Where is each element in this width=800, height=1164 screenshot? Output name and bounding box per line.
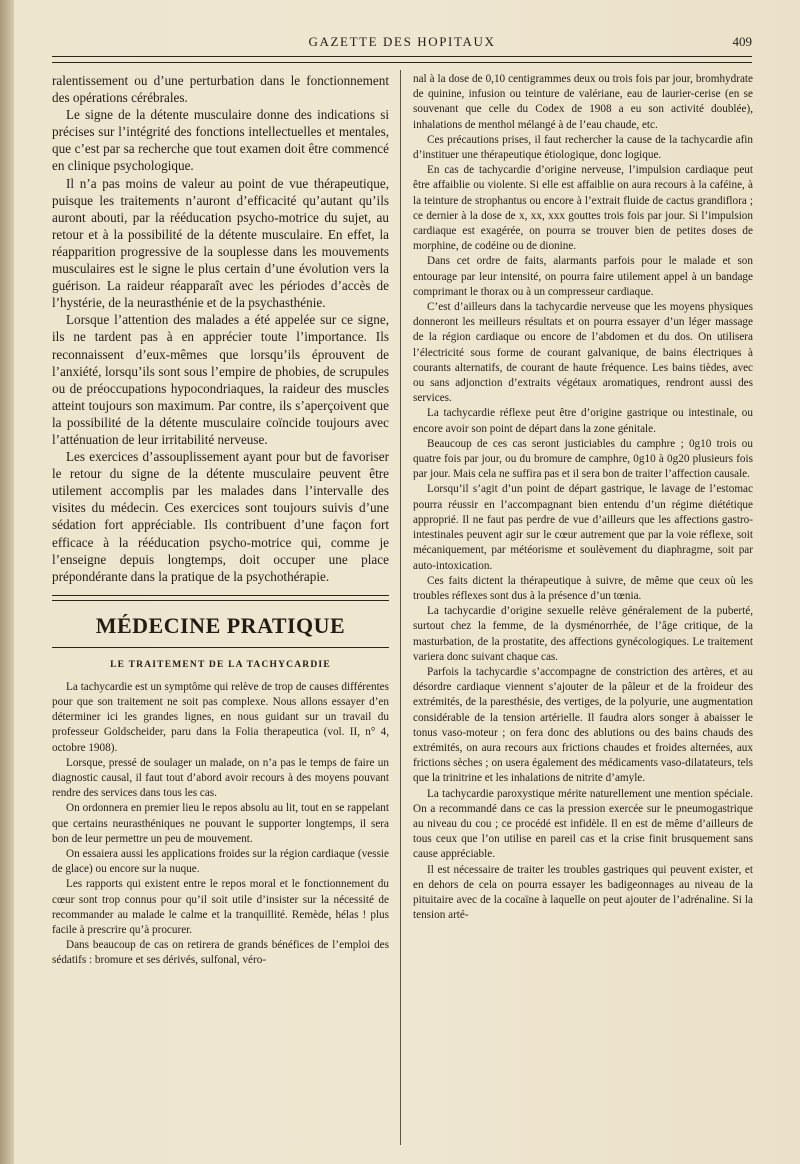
paragraph: En cas de tachycardie d’origine nerveuse, l’impulsion cardiaque peut être affaiblie ou violente. Si elle est affaiblie on aura recours à la caféine, à la teinture de strophantus ou encore à l’extrait fluide de cactus grandiflora ; ce dernier à la dose de x, xx, xxx gouttes trois fois par jour. Si l’impulsion cardiaque est exagérée, on pourra se trouver bien de petites doses de morphine, de codéine ou de dionine. — [413, 164, 753, 253]
paragraph: Ces faits dictent la thérapeutique à suivre, de même que ceux où les troubles réflexes sont dus à la présence d’un tœnia. — [413, 574, 753, 602]
paragraph: Dans cet ordre de faits, alarmants parfois pour le malade et son entourage par leur intensité, on pourra faire utilement appel à un bandage comprimant le thorax ou à un compresseur cardiaque. — [413, 255, 753, 298]
page-number: 409 — [732, 34, 752, 49]
binding-edge — [0, 0, 14, 1164]
paragraph: Dans beaucoup de cas on retirera de grands bénéfices de l’emploi des sédatifs : bromure et ses dérivés, sulfonal, véro- — [52, 939, 389, 967]
column-divider — [400, 70, 401, 1145]
paragraph: Les rapports qui existent entre le repos moral et le fonctionnement du cœur sont trop connus pour qu’il soit utile d’insister sur la nécessité de recommander au malade le calme et la tranquillité. Remède, hélas ! plus facile à prescrire qu’à procurer. — [52, 878, 389, 937]
paragraph: On ordonnera en premier lieu le repos absolu au lit, tout en se rappelant que certains neurasthéniques ne pouvant le supporter longtemps, il sera bon de leur permettre un peu de mouvement. — [52, 802, 389, 845]
journal-title: GAZETTE DES HOPITAUX — [308, 34, 496, 49]
paragraph: Il n’a pas moins de valeur au point de vue thérapeutique, puisque les traitements n’auront d’efficacité qu’autant qu’ils auront abouti, par la rééducation psycho-motrice du sujet, au retour et à la possibilité de la détente musculaire. En effet, la réapparition progressive de la souplesse dans les mouvements musculaires est le signe le plus certain d’une évolution vers la guérison. La raideur réapparaît avec les périodes d’accès de l’hystérie, de la neurasthénie et de la psychasthénie. — [52, 175, 389, 311]
paragraph: Ces précautions prises, il faut rechercher la cause de la tachycardie afin d’instituer une thérapeutique étiologique, donc logique. — [413, 133, 753, 162]
tachycardia-article-start — [52, 680, 389, 969]
paragraph: Lorsque, pressé de soulager un malade, on n’a pas le temps de faire un diagnostic causal, il faut tout d’abord avoir recours à des moyens pouvant rendre des services dans tous les cas. — [52, 756, 389, 800]
article-title: LE TRAITEMENT DE LA TACHYCARDIE — [110, 659, 331, 670]
section-title: MÉDECINE PRATIQUE — [95, 612, 346, 638]
paragraph: Lorsqu’il s’agit d’un point de départ gastrique, le lavage de l’estomac pourra réussir en l’accompagnant bien entendu d’un régime diététique approprié. Il ne faut pas perdre de vue d’ailleurs que les affections gastro-intestinales peuvent agir sur le cœur autrement que par la voie réflexe, soit mécaniquement, par météorisme et soulèvement du diaphragme, soit par auto-intoxication. — [413, 483, 753, 572]
paragraph: Beaucoup de ces cas seront justiciables du camphre ; 0g10 trois ou quatre fois par jour, ou du bromure de camphre, 0g10 à 0g20 plusieurs fois par jour. Mais cela ne suffira pas et il sera bon de traiter l’affection causale. — [413, 437, 753, 481]
psychotherapy-article-end — [52, 72, 389, 585]
paragraph: Les exercices d’assouplissement ayant pour but de favoriser le retour du signe de la détente musculaire peuvent être utilement accomplis par les malades dans l’intervalle des visites du médecin. Ces exercices sont toujours suivis d’une sédation fort appréciable. Ils contribuent d’une façon fort efficace à la rééducation psycho-motrice qui, comme je l’enseigne depuis longtemps, doit occuper une place prépondérante dans la pratique de la psychothérapie. — [52, 449, 389, 584]
paragraph: Lorsque l’attention des malades a été appelée sur ce signe, ils ne tardent pas à en apprécier toute l’importance. Ils reconnaissent d’eux-mêmes que lorsqu’ils éprouvent de l’anxiété, lorsqu’ils sont sous l’empire de phobies, de scrupules ou de préoccupations hypocondriaques, la raideur des muscles atteint toujours son maximum. Par contre, ils s’aperçoivent que la possibilité de la détente musculaire coïncide toujours avec l’atténuation de leur irritabilité nerveuse. — [52, 312, 389, 447]
paragraph: Le signe de la détente musculaire donne des indications si précises sur l’intégrité des fonctions intellectuelles et mentales, que c’est par sa recherche que tout examen doit être commencé en clinique psychologique. — [52, 107, 389, 174]
paragraph: La tachycardie réflexe peut être d’origine gastrique ou intestinale, ou encore avoir son point de départ dans la zone génitale. — [413, 407, 753, 435]
paragraph: La tachycardie paroxystique mérite naturellement une mention spéciale. On a recommandé dans ce cas la pression exercée sur le pneumogastrique au niveau du cou ; ce procédé est infidèle. Il en est de même d’ailleurs de tous ceux que l’on utilise en pareil cas et la crise finit brusquement sans cause appréciable. — [413, 787, 753, 861]
header-double-rule — [52, 56, 752, 63]
paragraph: ralentissement ou d’une perturbation dans le fonctionnement des opérations cérébrales. — [52, 73, 389, 106]
paragraph: La tachycardie est un symptôme qui relève de trop de causes différentes pour que son traitement ne soit pas complexe. Nous allons essayer d’en déterminer ici les grandes lignes, en nous guidant sur un travail du professeur Goldscheider, paru dans la Folia therapeutica (vol. II, n° 4, octobre 1908). — [52, 680, 389, 754]
section-rule-top — [52, 595, 389, 601]
left-column — [52, 72, 389, 969]
running-head — [52, 34, 752, 50]
paragraph: nal à la dose de 0,10 centigrammes deux ou trois fois par jour, bromhydrate de quinine, infusion ou teinture de valériane, eau de laurier-cerise (en se souvenant que celle du Codex de 1908 a eu son activité doublée), inhalations de menthol mélangé à de l’eau chaude, etc. — [413, 73, 753, 131]
section-rule-bottom — [52, 647, 389, 648]
paragraph: La tachycardie d’origine sexuelle relève généralement de la puberté, surtout chez la femme, de la dysménorrhée, de l’âge critique, de la masturbation, de la prostatite, des affections gynécologiques. Le traitement variera donc suivant chaque cas. — [413, 605, 753, 663]
paragraph: Il est nécessaire de traiter les troubles gastriques qui peuvent exister, et en dehors de cela on pourra essayer les badigeonnages au niveau de la pituitaire avec de la cocaïne à laquelle on peut ajouter de l’adrénaline. Si la tension arté- — [413, 863, 753, 922]
right-column — [413, 72, 753, 923]
paragraph: Parfois la tachycardie s’accompagne de constriction des artères, et au désordre cardiaque viennent s’ajouter de la pâleur et de la froideur des extrémités, de la paresthésie, des vertiges, de la polyurie, une augmentation considérable de la tension artérielle. Il faudra alors songer à abaisser le tonus vaso-moteur ; on fera donc des ablutions ou des bains chauds des extrémités, on aura recours aux frictions chaudes et froides alternées, aux frictions sèches ; on usera également des médicaments vaso-dilatateurs, tels que la trinitrine et les inhalations de nitrite d’amyle. — [413, 665, 753, 785]
paragraph: C’est d’ailleurs dans la tachycardie nerveuse que les moyens physiques donneront les meilleurs résultats et on pourra essayer d’un léger massage de la région cardiaque ou encore de l’abdomen et du dos. On utilisera l’électricité sous forme de courant galvanique, de bains électriques à courants alternatifs, de courant de haute fréquence. Les bains tièdes, avec ou sans adjonction d’extraits végétaux aromatiques, rendront aussi des services. — [413, 301, 753, 405]
paragraph: On essaiera aussi les applications froides sur la région cardiaque (vessie de glace) ou encore sur la nuque. — [52, 848, 389, 876]
